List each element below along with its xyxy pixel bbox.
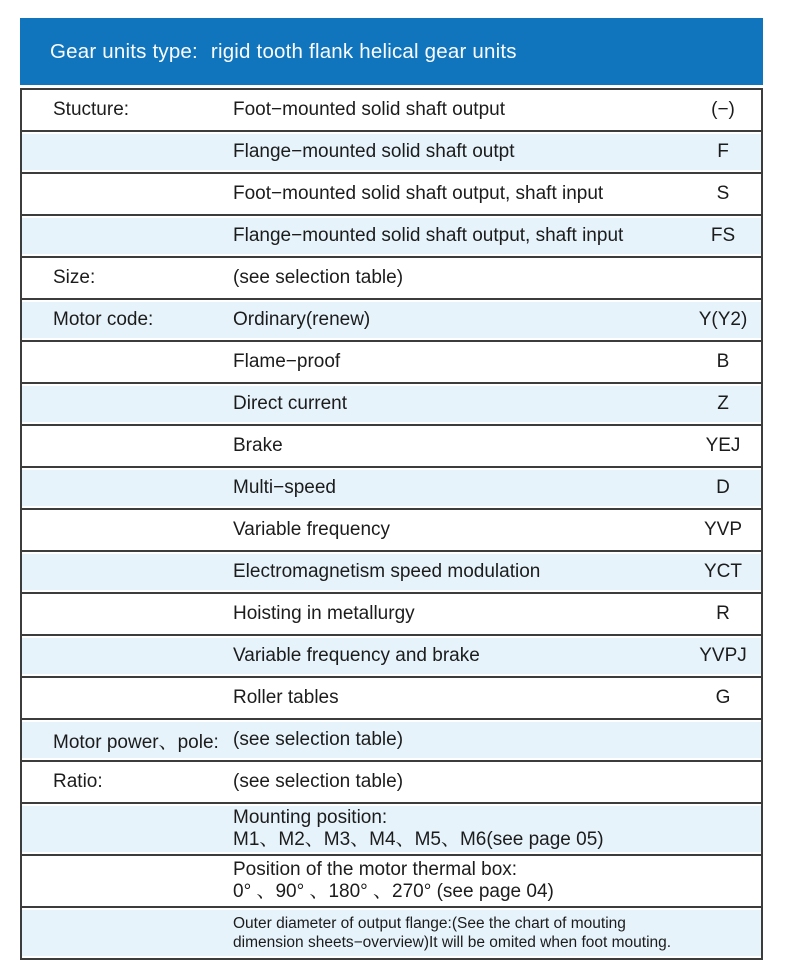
row-description	[233, 603, 687, 625]
row-description	[233, 914, 761, 953]
row-code: FS	[710, 225, 736, 246]
row-description	[233, 141, 687, 163]
row-description	[233, 309, 687, 331]
row-description	[233, 859, 761, 903]
row-code: B	[716, 351, 730, 372]
table-row	[22, 174, 761, 216]
spec-table-body	[20, 88, 763, 960]
description-line-2: 0° 、90° 、180° 、270° (see page 04)	[233, 881, 554, 902]
description-line-1: Flange−mounted solid shaft output, shaft input	[233, 225, 624, 246]
description-line-1: Electromagnetism speed modulation	[233, 561, 541, 582]
row-description	[233, 183, 687, 205]
row-description	[233, 729, 761, 751]
description-line-1: Hoisting in metallurgy	[233, 603, 415, 624]
table-row	[22, 468, 761, 510]
table-row	[22, 426, 761, 468]
table-row	[22, 90, 761, 132]
table-row	[22, 594, 761, 636]
row-description	[233, 687, 687, 709]
description-line-2: M1、M2、M3、M4、M5、M6(see page 05)	[233, 829, 604, 850]
table-row	[22, 908, 761, 958]
table-header	[20, 18, 763, 85]
description-line-2: dimension sheets−overview)It will be omited when foot mouting.	[233, 934, 672, 951]
table-row	[22, 552, 761, 594]
table-row	[22, 258, 761, 300]
row-description	[233, 351, 687, 373]
table-row	[22, 856, 761, 908]
spec-table-wrap	[20, 18, 763, 960]
description-line-1: Foot−mounted solid shaft output, shaft input	[233, 183, 604, 204]
row-description	[233, 771, 761, 793]
row-code: YVP	[703, 519, 743, 540]
row-code: YEJ	[705, 435, 741, 456]
description-line-1: Outer diameter of output flange:(See the chart of mouting	[233, 914, 626, 932]
row-description	[233, 561, 687, 583]
row-label: Ratio:	[53, 771, 103, 792]
description-line-1: (see selection table)	[233, 267, 404, 288]
description-line-1: Brake	[233, 435, 283, 456]
description-line-1: Multi−speed	[233, 477, 336, 498]
table-row	[22, 720, 761, 762]
description-line-1: Position of the motor thermal box:	[233, 859, 518, 880]
description-line-1: Mounting position:	[233, 807, 388, 828]
table-row	[22, 384, 761, 426]
row-code: G	[715, 687, 731, 708]
row-description	[233, 477, 687, 499]
row-label: Motor code:	[53, 309, 154, 330]
table-row	[22, 678, 761, 720]
row-description	[233, 267, 761, 289]
table-row	[22, 132, 761, 174]
table-row	[22, 762, 761, 804]
row-code: (−)	[711, 99, 735, 120]
row-code: R	[716, 603, 730, 624]
description-line-1: Ordinary(renew)	[233, 309, 371, 330]
row-code: D	[716, 477, 730, 498]
row-label: Stucture:	[53, 99, 130, 120]
row-description	[233, 99, 687, 121]
description-line-1: Foot−mounted solid shaft output	[233, 99, 505, 120]
row-description	[233, 225, 687, 247]
row-code: Y(Y2)	[698, 309, 748, 330]
row-description	[233, 807, 761, 851]
table-row	[22, 300, 761, 342]
row-code: Z	[717, 393, 729, 414]
row-description	[233, 519, 687, 541]
header-title: rigid tooth flank helical gear units	[210, 39, 517, 63]
description-line-1: Variable frequency and brake	[233, 645, 480, 666]
description-line-1: (see selection table)	[233, 729, 404, 750]
row-code: YCT	[704, 561, 742, 582]
row-code: S	[716, 183, 730, 204]
row-description	[233, 393, 687, 415]
table-row	[22, 636, 761, 678]
row-description	[233, 435, 687, 457]
row-code: F	[717, 141, 729, 162]
row-code: YVPJ	[699, 645, 747, 666]
description-line-1: Direct current	[233, 393, 348, 414]
table-row	[22, 510, 761, 552]
description-line-1: Variable frequency	[233, 519, 391, 540]
description-line-1: Roller tables	[233, 687, 339, 708]
description-line-1: (see selection table)	[233, 771, 404, 792]
row-description	[233, 645, 687, 667]
table-row	[22, 342, 761, 384]
description-line-1: Flange−mounted solid shaft outpt	[233, 141, 515, 162]
header-prefix: Gear units type:	[50, 39, 198, 63]
table-row	[22, 216, 761, 258]
table-row	[22, 804, 761, 856]
description-line-1: Flame−proof	[233, 351, 341, 372]
row-label: Motor power、pole:	[53, 731, 219, 753]
row-label: Size:	[53, 267, 96, 288]
